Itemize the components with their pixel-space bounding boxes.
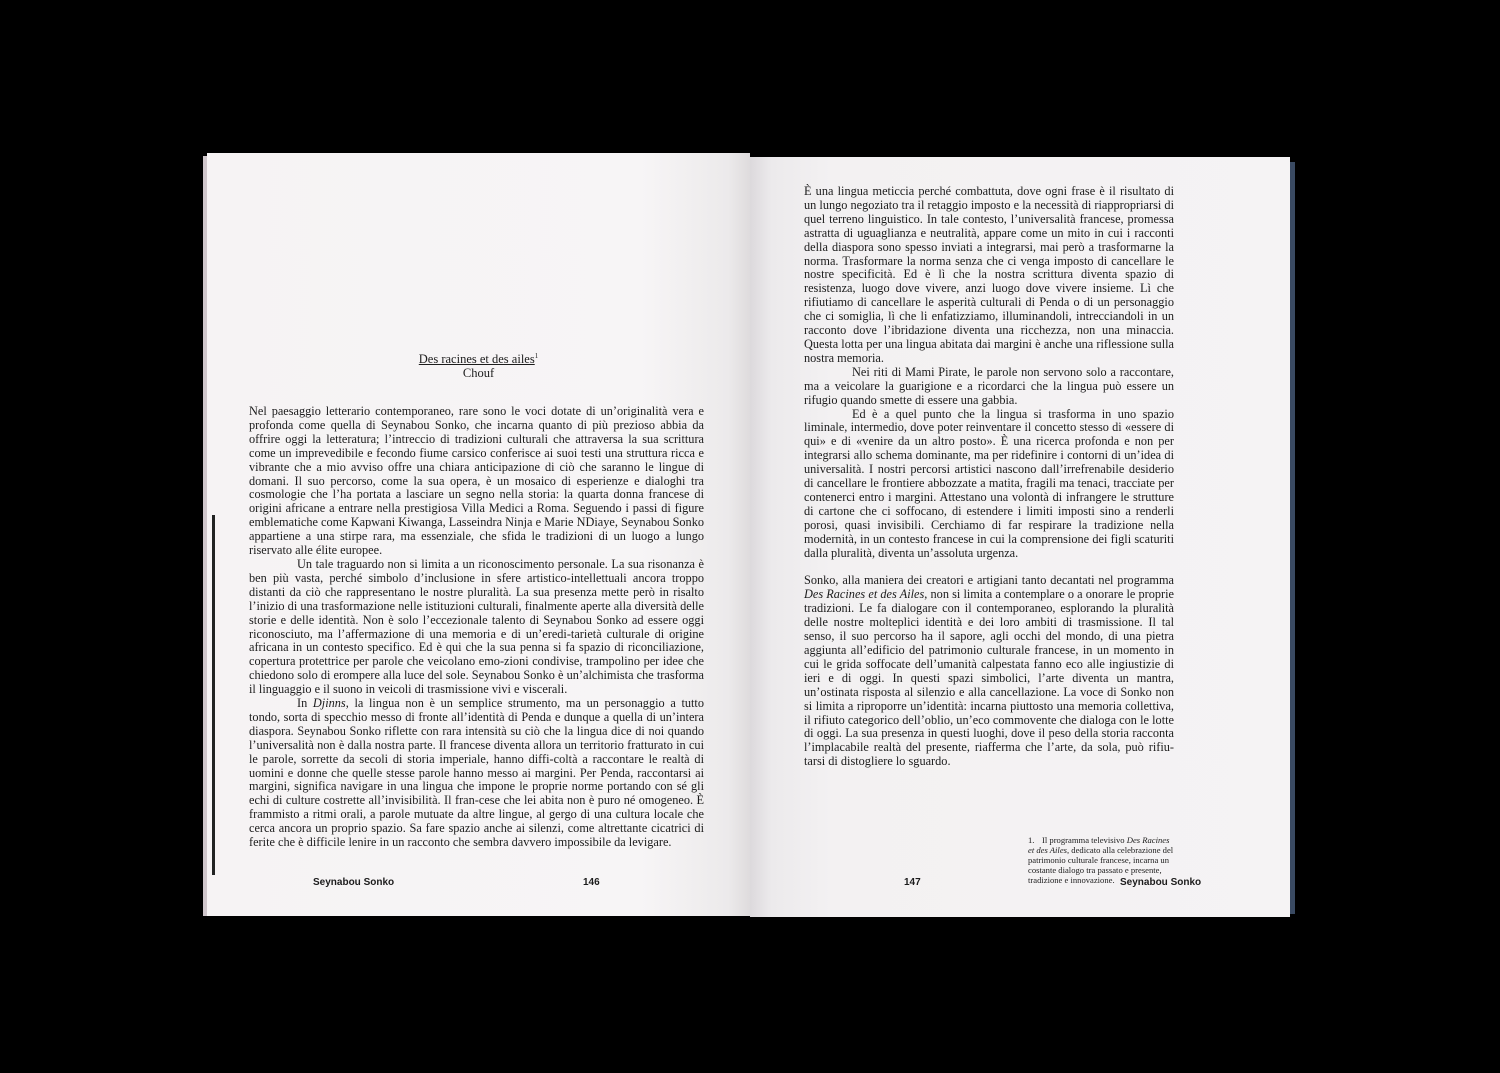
program-title: Des Racines et des Ailes bbox=[804, 587, 925, 602]
paragraph: È una lingua meticcia perché combattuta, dove ogni frase è il risultato di un lungo negoziato tra il retaggio imposto e la necessità di riappropriarsi di quel terreno linguistico. In tale contesto, l’universalità francese, promessa astratta di uguaglianza e neutralità, appare come un mito in cui i racconti della diaspora sono spesso inviati a integrarsi, mai però a trasformarne la norma. Trasformare la norma senza che ci venga imposto di cancellare le nostre specificità. Ed è lì che la nostra scrittura diventa spazio di resistenza, luogo dove vivere, anzi luogo dove vivere insieme. Lì che rifiutiamo di cancellare le asperità culturali di Penda o di un personaggio che ci somiglia, lì che li enfatizziamo, illuminandoli, intrecciandoli in un racconto dove l’ibridazione diventa una ricchezza, non una minaccia. Questa lotta per una lingua abitata dai margini è anche una riflessione sulla nostra memoria. bbox=[804, 184, 1174, 365]
paragraph-prefix: Sonko, alla maniera dei creatori e artigiani tanto decantati nel programma bbox=[804, 573, 1174, 588]
footnote-italic: Des Racines et des Ailes bbox=[1028, 835, 1170, 855]
footnote-rest: , dedicato alla celebrazione del patrimonio culturale francese, incarna un costante dialogo tra passato e presente, tradizione e innovazione. bbox=[1028, 845, 1174, 885]
page-number: 146 bbox=[583, 877, 600, 888]
paragraph: Nei riti di Mami Pirate, le parole non servono solo a raccontare, ma a veicolare la guarigione e a ricordarci che la lingua può essere un rifugio quando smette di essere una gabbia. bbox=[804, 364, 1174, 407]
paragraph: Ed è a quel punto che la lingua si trasforma in uno spazio liminale, intermedio, dove poter reinventare il concetto stesso di «essere di qui» e di «venire da un altro posto». È una ricerca profonda e non per integrarsi allo schema dominante, ma per ridefinire i contorni di un’idea di universalità. I nostri percorsi artistici nascono dall’irrefrenabile desiderio di cancellare le frontiere abbozzate a matita, fragili ma tenaci, tracciate per contenerci entro i margini. Attestano una volontà di infrangere le strutture di cartone che ci soffocano, di estendere i limiti imposti sino a renderli porosi, quasi invisibili. Cerchiamo di far respirare la tradizione nella modernità, in un contesto francese in cui la comprensione dei figli scaturiti dalla pluralità, diventa un’assoluta urgenza. bbox=[804, 406, 1174, 560]
paragraph-prefix: In bbox=[297, 696, 313, 711]
left-page bbox=[207, 153, 750, 916]
chapter-heading bbox=[207, 349, 750, 380]
paragraph bbox=[249, 697, 704, 850]
paragraph-rest: , la lingua non è un semplice strumento, ma un personaggio a tutto tondo, sorta di specchio messo di fronte all’identità di Penda e dunque a quella di un’intera diaspora. Seynabou Sonko riflette con rara intensità su ciò che la lingua dice di noi quando l’universalità non è dalla nostra parte. Il francese diventa allora un territorio fratturato in cui le parole, sorrette da secoli di storia imperiale, hanno diffi-coltà a raccontare le realtà di uomini e donne che quelle stesse parole hanno messo ai margini. Per Penda, raccontarsi ai margini, significa navigare in una lingua che impone le proprie norme portando con sé gli echi di culture costrette all’invisibilità. Il fran-cese che lei abita non è puro né omogeneo. È frammisto a ritmi orali, a parole mutuate da altre lingue, al gergo di una cultura locale che cerca ancora un proprio spazio. Sa fare spazio anche ai silenzi, come altrettante cicatrici di ferite che è difficile lenire in un racconto che sembra davvero impossibile da levigare. bbox=[249, 696, 704, 850]
page-number: 147 bbox=[904, 877, 921, 888]
running-footer-author: Seynabou Sonko bbox=[1120, 877, 1202, 888]
paragraph bbox=[804, 574, 1174, 769]
paragraph-rest: , non si limita a contemplare o a onorare le proprie tradizioni. Le fa dialogare con il contemporaneo, esplorando la pluralità delle nostre molteplici identità e dei loro ambiti di trasmissione. Il tal senso, il suo percorso ha il sapore, agli occhi del mondo, di una pietra aggiunta all’edificio del patrimonio culturale francese, in un momento in cui le grida soffocate dell’umanità calpestata fanno eco alle ingiustizie di ieri e di oggi. In questi spazi simbolici, l’arte diventa un mantra, un’ostinata risposta al silenzio e alla cancellazione. La voce di Sonko non si limita a riproporre un’identità: incarna piuttosto una memoria collettiva, il rifiuto categorico dell’oblio, un’eco commovente che dialoga con le lotte di oggi. La sua presenza in questi luoghi, dove il peso della storia racconta l’implacabile realtà del presente, riafferma che l’arte, da sola, può rifiu-tarsi di distogliere lo sguardo. bbox=[804, 587, 1174, 769]
binding-shadow bbox=[212, 515, 215, 875]
right-page bbox=[750, 157, 1290, 917]
chapter-title: Des racines et des ailes bbox=[418, 352, 535, 367]
footnote-marker: 1 bbox=[534, 352, 539, 360]
running-footer-author: Seynabou Sonko bbox=[313, 877, 395, 888]
footnote-prefix: Il programma televisivo bbox=[1042, 835, 1127, 845]
paragraph: Nel paesaggio letterario contemporaneo, rare sono le voci dotate di un’originalità vera e profonda come quella di Seynabou Sonko, che incarna quanto di più prezioso abbia da offrire oggi la letteratura; l’intreccio di tradizioni culturali che attraversa la sua scrittura come un imprevedibile e fecondo fiume carsico conferisce ai suoi testi una struttura ricca e vibrante che a mio avviso offre una chiara anticipazione di ciò che saranno le lingue di domani. Il suo percorso, come la sua opera, è un mosaico di esperienze e dialoghi tra cosmologie che l’ha portata a lasciare un segno nella storia: la quarta donna francese di origini africane a entrare nella prestigiosa Villa Medici a Roma. Seguendo i passi di figure emblematiche come Kapwani Kiwanga, Lasseindra Ninja e Marie NDiaye, Seynabou Sonko appartiene a una stirpe rara, ma essenziale, che sfida le tradizioni di un luogo a lungo riservato alle élite europee. bbox=[249, 404, 704, 558]
chapter-author: Chouf bbox=[462, 366, 495, 381]
paragraph: Un tale traguardo non si limita a un riconoscimento personale. La sua risonanza è ben più vasta, perché simbolo d’inclusione in sfere artistico-intellettuali ancora troppo distanti da ciò che rappresentano le nostre pluralità. La sua presenza mette però in risalto l’inizio di una trasformazione nelle istituzioni culturali, finalmente aperte alla diversità delle storie e delle identità. Non è solo l’eccezionale talento di Seynabou Sonko ad essere oggi riconosciuto, ma l’affermazione di una memoria e di un’eredi-tarietà culturale di origine africana in un contesto specifico. Ed è qui che la sua penna si fa spazio di riconciliazione, copertura protettrice per parole che veicolano emo-zioni condivise, trampolino per idee che chiedono solo di erompere alla luce del sole. Seynabou Sonko è un’alchimista che trasforma il linguaggio e il suono in veicoli di trasmissione vivi e viscerali. bbox=[249, 556, 704, 697]
right-body-text bbox=[804, 185, 1174, 769]
footnote-number: 1. bbox=[1028, 835, 1035, 845]
left-body-text bbox=[249, 405, 704, 850]
book-title: Djinns bbox=[312, 696, 346, 711]
